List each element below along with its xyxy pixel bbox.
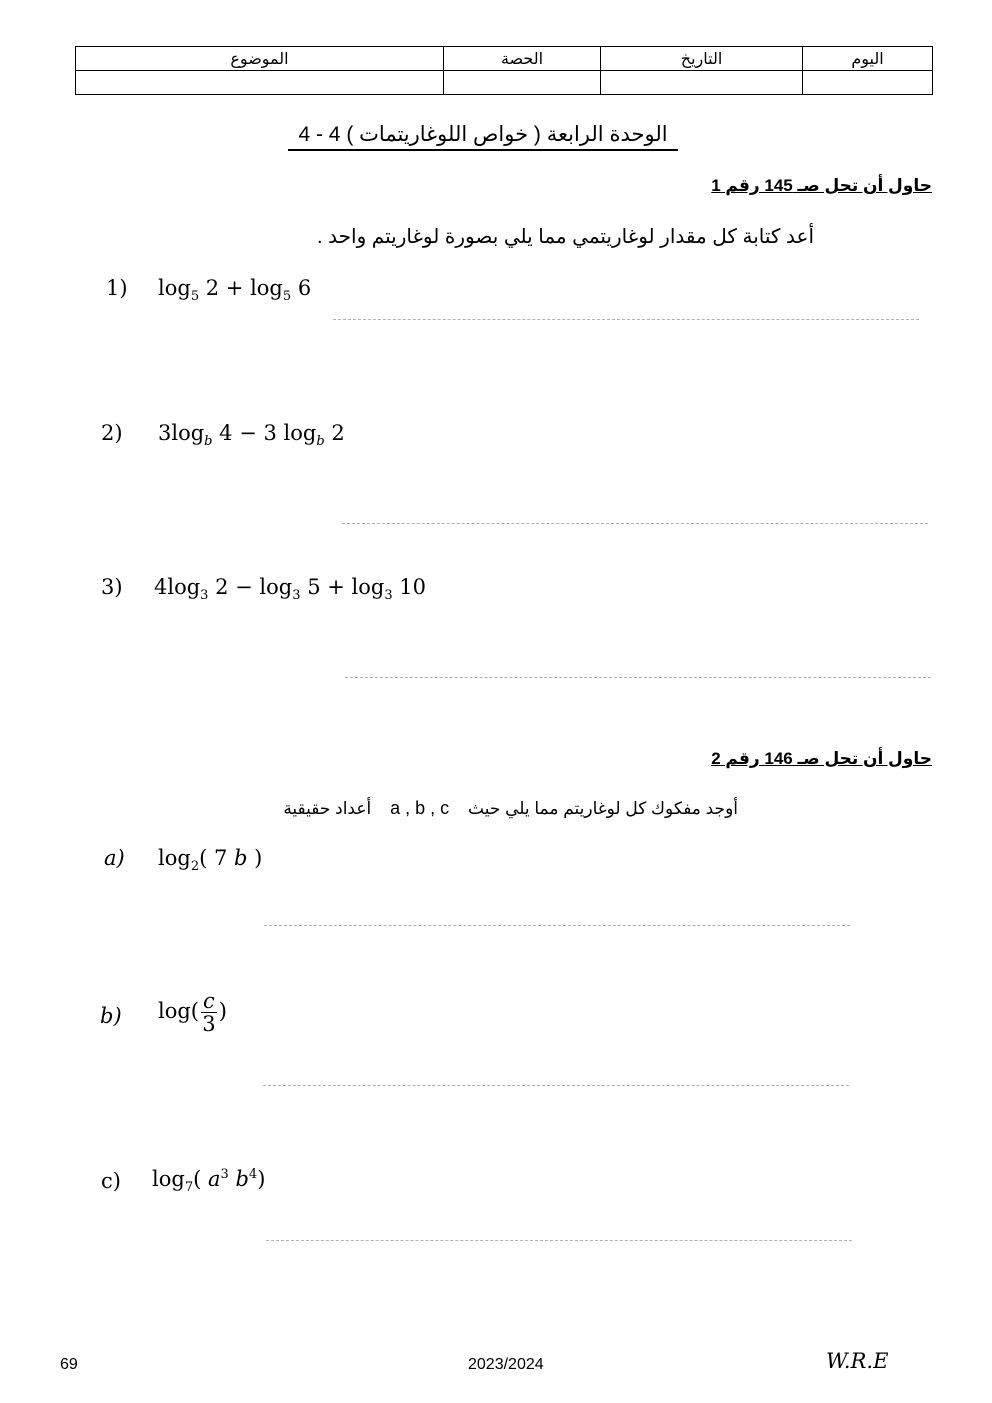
- answer-line-b[interactable]: [263, 1085, 849, 1086]
- instruction-text: أوجد مفكوك كل لوغاريتم مما يلي حيث: [468, 799, 738, 818]
- header-day: اليوم: [803, 47, 933, 71]
- item2-expression: $3\log_b$ 4 − 3 $\log_b 2$: [158, 421, 345, 450]
- itemc-expression: $\log_7$( $a^3$ $b^4$): [152, 1167, 266, 1196]
- item3-label: 3): [101, 575, 123, 599]
- fraction: $\frac{c}{3}$: [202, 989, 216, 1036]
- header-empty-row: [76, 71, 933, 95]
- answer-line-1[interactable]: [333, 319, 919, 320]
- header-row: [76, 47, 933, 71]
- section1-heading: حاول أن تحل صـ 145 رقم 1: [711, 176, 932, 195]
- itema-expression: $\log_2$( 7 b ): [158, 846, 263, 875]
- section1-instruction: أعد كتابة كل مقدار لوغاريتمي مما يلي بصورة لوغاريتم واحد .: [317, 226, 814, 248]
- date-cell[interactable]: [601, 71, 803, 95]
- answer-line-2[interactable]: [342, 523, 928, 524]
- period-cell[interactable]: [444, 71, 601, 95]
- day-cell[interactable]: [803, 71, 933, 95]
- itemb-expression: log( $\frac{c}{3}$ ): [158, 989, 227, 1036]
- item2-label: 2): [101, 421, 123, 445]
- item1-expression: $\log_5 2 + \log_5 6$: [158, 276, 312, 305]
- header-period: الحصة: [444, 47, 601, 71]
- itemc-label: c): [101, 1169, 121, 1193]
- subject-cell[interactable]: [76, 71, 444, 95]
- header-table: [75, 46, 933, 95]
- item3-expression: $4\log_3$ $2 - \log_3 5 + \log_3 10$: [154, 575, 427, 604]
- section2-heading: حاول أن تحل صـ 146 رقم 2: [711, 749, 932, 768]
- header-subject: الموضوع: [76, 47, 444, 71]
- itema-label: a): [104, 846, 125, 870]
- instruction-text-end: أعداد حقيقية: [283, 799, 372, 818]
- author-signature: W.R.E: [826, 1349, 889, 1373]
- page-number: 69: [60, 1356, 78, 1373]
- answer-line-a[interactable]: [264, 925, 850, 926]
- section2-instruction: [283, 798, 738, 819]
- item1-label: 1): [106, 276, 128, 300]
- answer-line-c[interactable]: [266, 1240, 852, 1241]
- header-date: التاريخ: [601, 47, 803, 71]
- itemb-label: b): [100, 1004, 122, 1028]
- page-title: الوحدة الرابعة ( خواص اللوغاريتمات ) 4 - 4: [288, 122, 678, 151]
- school-year: 2023/2024: [468, 1356, 544, 1373]
- answer-line-3[interactable]: [345, 677, 931, 678]
- variables-text: a , b , c: [390, 798, 450, 818]
